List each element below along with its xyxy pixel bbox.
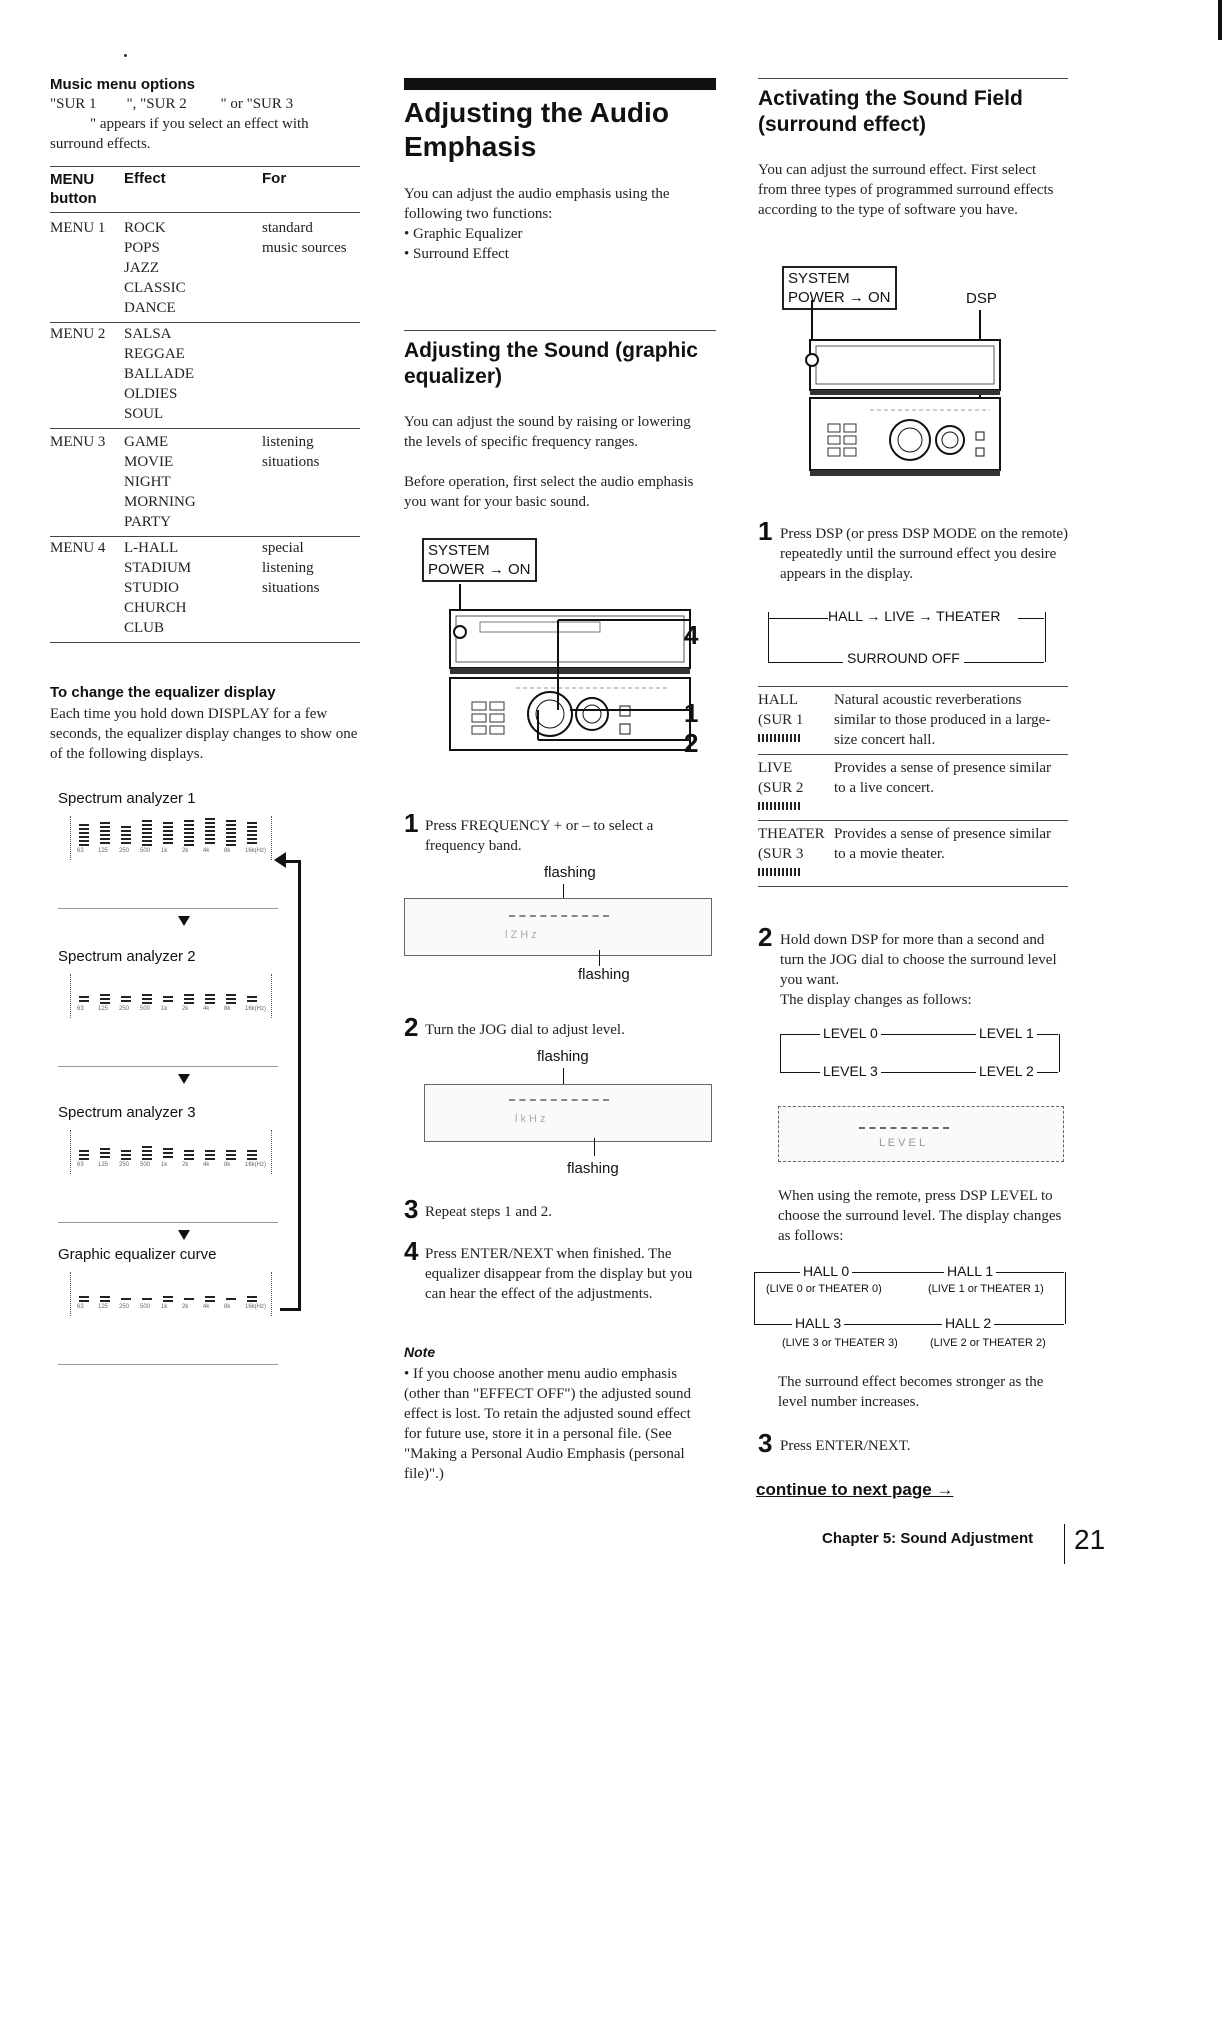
freq-label: 250 [119, 1162, 130, 1168]
freq-label: 125 [98, 1162, 109, 1168]
menu-button-label: MENU 1 [50, 220, 106, 236]
freq-label: 2k [182, 848, 189, 854]
level-meter-icon [758, 868, 802, 876]
step3-text: Repeat steps 1 and 2. [425, 1204, 553, 1220]
menu-row-rule [50, 322, 360, 323]
right-step2-text: Hold down DSP for more than a second and turn the JOG dial to choose the surround level you want. [780, 932, 1057, 988]
flashing-pointer-4 [594, 1138, 595, 1156]
display-rule [58, 908, 278, 909]
header-effect: Effect [124, 170, 166, 187]
lcd2-segments [509, 1099, 609, 1101]
step2-text: Turn the JOG dial to adjust level. [425, 1022, 625, 1038]
down-arrow-icon [178, 1074, 190, 1084]
down-arrow-icon [178, 916, 190, 926]
flashing-label-1: flashing [544, 864, 596, 881]
remote-text: When using the remote, press DSP LEVEL to choose the surround level. The display changes as follows: [778, 1188, 1062, 1244]
for-item: situations [262, 454, 320, 470]
eq-section-intro: You can adjust the sound by raising or lowering the levels of specific frequency ranges. [404, 414, 691, 450]
eq-bar [79, 996, 89, 1004]
eq-bar [163, 1296, 173, 1302]
freq-label: 125 [98, 848, 109, 854]
effect-item: STUDIO [124, 580, 179, 596]
eq-bar [205, 1296, 215, 1302]
eq-bar [163, 1148, 173, 1160]
lcd-level-faint: L E V E L [879, 1137, 926, 1149]
note-text: • If you choose another menu audio emphasis (other than "EFFECT OFF") the adjusted sound effect is lost. To retain the adjusted sound effect for future use, store it in a personal file. (See "Making a Personal Audio Emphasis (personal file)".) [404, 1366, 691, 1482]
freq-label: 250 [119, 1006, 130, 1012]
flashing-label-4: flashing [567, 1160, 619, 1177]
for-item: listening [262, 434, 314, 450]
freq-label: 1k [161, 1304, 168, 1310]
freq-label: 63 [77, 1162, 84, 1168]
effect-row-rule [758, 686, 1068, 687]
intro-text: You can adjust the audio emphasis using the following two functions: [404, 186, 670, 222]
freq-label: 1k [161, 1162, 168, 1168]
note-title: Note [404, 1344, 436, 1360]
level-0: LEVEL 0 [820, 1025, 881, 1041]
eq-display-body: Each time you hold down DISPLAY for a few seconds, the equalizer display changes to show one of the following displays. [50, 706, 358, 762]
eq-bar [184, 994, 194, 1004]
eq-bar [247, 996, 257, 1004]
step1-text: Press FREQUENCY + or – to select a frequency band. [425, 818, 654, 854]
display-label: Spectrum analyzer 2 [58, 948, 196, 965]
eq-bar [226, 994, 236, 1004]
eq-bar [184, 1298, 194, 1302]
menu-row-rule [50, 536, 360, 537]
freq-label: 16k(Hz) [245, 1304, 267, 1310]
right-power-on-label: POWER → ON [788, 289, 891, 306]
music-menu-line1: "SUR 1 ", "SUR 2 " or "SUR 3 [50, 96, 294, 112]
flashing-label-3: flashing [537, 1048, 589, 1065]
effect-description: Provides a sense of presence similar to a movie theater. [834, 826, 1052, 862]
freq-label: 2k [182, 1304, 189, 1310]
eq-bar [226, 820, 236, 846]
eq-bar [100, 994, 110, 1004]
eq-bar [247, 1296, 257, 1302]
eq-bar [121, 826, 131, 846]
effect-item: CHURCH [124, 600, 187, 616]
display-label: Spectrum analyzer 1 [58, 790, 196, 807]
level-meter-icon [758, 734, 802, 742]
eq-display-frame [70, 1272, 272, 1316]
eq-display-frame [70, 1130, 272, 1174]
level-meter-icon [758, 802, 802, 810]
freq-label: 250 [119, 848, 130, 854]
freq-label: 125 [98, 1006, 109, 1012]
freq-label: 1k [161, 1006, 168, 1012]
effect-item: BALLADE [124, 366, 194, 382]
stronger-text: The surround effect becomes stronger as the level number increases. [778, 1374, 1044, 1410]
effect-description: Provides a sense of presence similar to a live concert. [834, 760, 1052, 796]
step2-number: 2 [404, 1012, 419, 1042]
eq-bar [247, 1150, 257, 1160]
bullet-surround: • Surround Effect [404, 246, 509, 262]
eq-bar [100, 822, 110, 846]
freq-label: 16k(Hz) [245, 1162, 267, 1168]
effect-sur-code: (SUR 3 [758, 846, 804, 862]
step3-number: 3 [404, 1194, 419, 1224]
eq-bar [142, 1146, 152, 1160]
freq-label: 4k [203, 848, 210, 854]
freq-label: 4k [203, 1006, 210, 1012]
eq-bar [205, 1150, 215, 1160]
for-item: music sources [262, 240, 347, 256]
lcd-display-2 [424, 1084, 712, 1142]
eq-bar [163, 822, 173, 846]
freq-label: 8k [224, 848, 231, 854]
cycle-bracket-bottom [280, 1308, 301, 1311]
eq-bar [205, 994, 215, 1004]
eq-bar [100, 1148, 110, 1160]
right-step3-text: Press ENTER/NEXT. [780, 1438, 911, 1454]
system-label: SYSTEM [428, 542, 490, 559]
callout-1: 1 [684, 698, 699, 728]
right-step2-number: 2 [758, 922, 773, 952]
title-bar [404, 78, 716, 90]
display-label: Graphic equalizer curve [58, 1246, 217, 1263]
lcd-level-segments [859, 1127, 949, 1129]
eq-bar [247, 822, 257, 846]
right-system-label: SYSTEM [788, 270, 850, 287]
right-step1-number: 1 [758, 516, 773, 546]
eq-display-title: To change the equalizer display [50, 684, 276, 701]
header-for: For [262, 170, 287, 187]
hall-1: HALL 1 [944, 1263, 996, 1279]
music-menu-line2: " appears if you select an effect with [90, 116, 309, 132]
effect-item: NIGHT [124, 474, 171, 490]
hall-3-sub: (LIVE 3 or THEATER 3) [782, 1337, 898, 1349]
step1-number: 1 [404, 808, 419, 838]
freq-label: 63 [77, 1304, 84, 1310]
down-arrow-icon [178, 1230, 190, 1240]
continue-link[interactable]: continue to next page → [756, 1480, 954, 1499]
level-1: LEVEL 1 [976, 1025, 1037, 1041]
freq-label: 1k [161, 848, 168, 854]
effect-item: REGGAE [124, 346, 185, 362]
eq-bar [121, 996, 131, 1004]
freq-label: 4k [203, 1304, 210, 1310]
effect-sur-code: (SUR 1 [758, 712, 804, 728]
menu-button-label: MENU 3 [50, 434, 106, 450]
freq-label: 500 [140, 1304, 151, 1310]
effect-item: GAME [124, 434, 169, 450]
level-3: LEVEL 3 [820, 1063, 881, 1079]
effect-item: CLUB [124, 620, 165, 636]
eq-bar [142, 1298, 152, 1302]
freq-label: 16k(Hz) [245, 1006, 267, 1012]
display-label: Spectrum analyzer 3 [58, 1104, 196, 1121]
surround-off-label: SURROUND OFF [843, 650, 964, 666]
effect-item: JAZZ [124, 260, 159, 276]
speck [124, 54, 127, 57]
surround-unit-illustration [800, 300, 1070, 490]
header-rule [50, 212, 360, 213]
eq-bar [226, 1298, 236, 1302]
lcd1-faint-text: l Z H z [505, 929, 537, 941]
freq-label: 2k [182, 1006, 189, 1012]
eq-bar [121, 1150, 131, 1160]
effect-name: HALL [758, 692, 798, 708]
lcd-display-1 [404, 898, 712, 956]
header-menu-button: MENU button [50, 171, 97, 207]
freq-label: 63 [77, 848, 84, 854]
main-title: Adjusting the Audio Emphasis [404, 97, 669, 162]
effect-item: SOUL [124, 406, 164, 422]
hall-1-sub: (LIVE 1 or THEATER 1) [928, 1283, 1044, 1295]
effect-item: CLASSIC [124, 280, 186, 296]
for-item: listening [262, 560, 314, 576]
eq-bar [163, 996, 173, 1004]
effect-item: PARTY [124, 514, 171, 530]
effect-item: DANCE [124, 300, 176, 316]
lcd-display-level [778, 1106, 1064, 1162]
hall-0-sub: (LIVE 0 or THEATER 0) [766, 1283, 882, 1295]
footer-divider [1064, 1524, 1065, 1564]
table-top-rule [50, 166, 360, 167]
effect-item: MORNING [124, 494, 196, 510]
eq-bar [79, 824, 89, 846]
effect-item: STADIUM [124, 560, 192, 576]
right-top-rule [758, 78, 1068, 79]
effect-row-rule [758, 754, 1068, 755]
eq-bar [184, 820, 194, 846]
eq-section-intro2: Before operation, first select the audio emphasis you want for your basic sound. [404, 474, 694, 510]
menu-row-rule [50, 642, 360, 643]
freq-label: 125 [98, 1304, 109, 1310]
hall-0: HALL 0 [800, 1263, 852, 1279]
dsp-label: DSP [966, 290, 997, 307]
right-step2b-text: The display changes as follows: [780, 992, 972, 1008]
effect-name: THEATER [758, 826, 825, 842]
display-rule [58, 1364, 278, 1365]
level-2: LEVEL 2 [976, 1063, 1037, 1079]
effect-item: SALSA [124, 326, 172, 342]
effect-row-rule [758, 820, 1068, 821]
freq-label: 500 [140, 1006, 151, 1012]
cycle-arrow-icon [274, 852, 286, 868]
eq-display-frame [70, 974, 272, 1018]
eq-section-title: Adjusting the Sound (graphic equalizer) [404, 339, 698, 388]
step4-text: Press ENTER/NEXT when finished. The equalizer disappear from the display but you can hear the effect of the adjustments. [425, 1246, 693, 1302]
freq-label: 500 [140, 848, 151, 854]
display-rule [58, 1222, 278, 1223]
eq-bar [184, 1150, 194, 1160]
effect-item: OLDIES [124, 386, 178, 402]
effect-sequence: HALL → LIVE → THEATER [828, 608, 1001, 624]
eq-bar [79, 1150, 89, 1160]
right-step3-number: 3 [758, 1428, 773, 1458]
effect-item: MOVIE [124, 454, 174, 470]
display-rule [58, 1066, 278, 1067]
effects-end-rule [758, 886, 1068, 887]
eq-bar [79, 1296, 89, 1302]
lcd1-segments [509, 915, 609, 917]
freq-label: 500 [140, 1162, 151, 1168]
hall-2-sub: (LIVE 2 or THEATER 2) [930, 1337, 1046, 1349]
menu-button-label: MENU 4 [50, 540, 106, 556]
music-menu-title: Music menu options [50, 76, 196, 93]
menu-row-rule [50, 428, 360, 429]
corner-mark [1218, 0, 1222, 40]
freq-label: 8k [224, 1162, 231, 1168]
freq-label: 8k [224, 1006, 231, 1012]
menu-button-label: MENU 2 [50, 326, 106, 342]
eq-bar [226, 1150, 236, 1160]
page-number: 21 [1074, 1524, 1106, 1555]
hall-2: HALL 2 [942, 1315, 994, 1331]
effect-item: ROCK [124, 220, 166, 236]
chapter-label: Chapter 5: Sound Adjustment [822, 1530, 1034, 1547]
flashing-pointer-2 [599, 950, 600, 966]
for-item: standard [262, 220, 313, 236]
freq-label: 16k(Hz) [245, 848, 267, 854]
freq-label: 4k [203, 1162, 210, 1168]
flashing-label-2: flashing [578, 966, 630, 983]
cycle-top-line-right [1018, 618, 1044, 619]
freq-label: 250 [119, 1304, 130, 1310]
for-item: special [262, 540, 304, 556]
eq-bar [142, 994, 152, 1004]
callout-2: 2 [684, 728, 699, 758]
eq-bar [100, 1296, 110, 1302]
surround-title: Activating the Sound Field (surround effect) [758, 87, 1023, 136]
freq-label: 2k [182, 1162, 189, 1168]
bullet-eq: • Graphic Equalizer [404, 226, 523, 242]
eq-display-frame [70, 816, 272, 860]
effect-sur-code: (SUR 2 [758, 780, 804, 796]
for-item: situations [262, 580, 320, 596]
effect-item: L-HALL [124, 540, 179, 556]
effect-item: POPS [124, 240, 160, 256]
right-step1-text: Press DSP (or press DSP MODE on the remote) repeatedly until the surround effect you desire appears in the display. [780, 526, 1069, 582]
lcd2-faint-text: l k H z [515, 1113, 546, 1125]
callout-4: 4 [684, 620, 699, 650]
cycle-top-line [768, 618, 828, 619]
eq-bar [121, 1298, 131, 1302]
cycle-bracket [298, 860, 301, 1310]
effect-description: Natural acoustic reverberations similar to those produced in a large-size concert hall. [834, 692, 1051, 748]
stereo-unit-illustration [420, 560, 720, 760]
section-rule [404, 330, 716, 331]
hall-3: HALL 3 [792, 1315, 844, 1331]
freq-label: 8k [224, 1304, 231, 1310]
eq-bar [205, 818, 215, 846]
eq-bar [142, 820, 152, 846]
effect-name: LIVE [758, 760, 793, 776]
power-on-label: POWER → ON [428, 561, 531, 578]
step4-number: 4 [404, 1236, 419, 1266]
music-menu-line3: surround effects. [50, 136, 151, 152]
surround-intro: You can adjust the surround effect. First select from three types of programmed surround effects according to the type of software you have. [758, 162, 1054, 218]
freq-label: 63 [77, 1006, 84, 1012]
